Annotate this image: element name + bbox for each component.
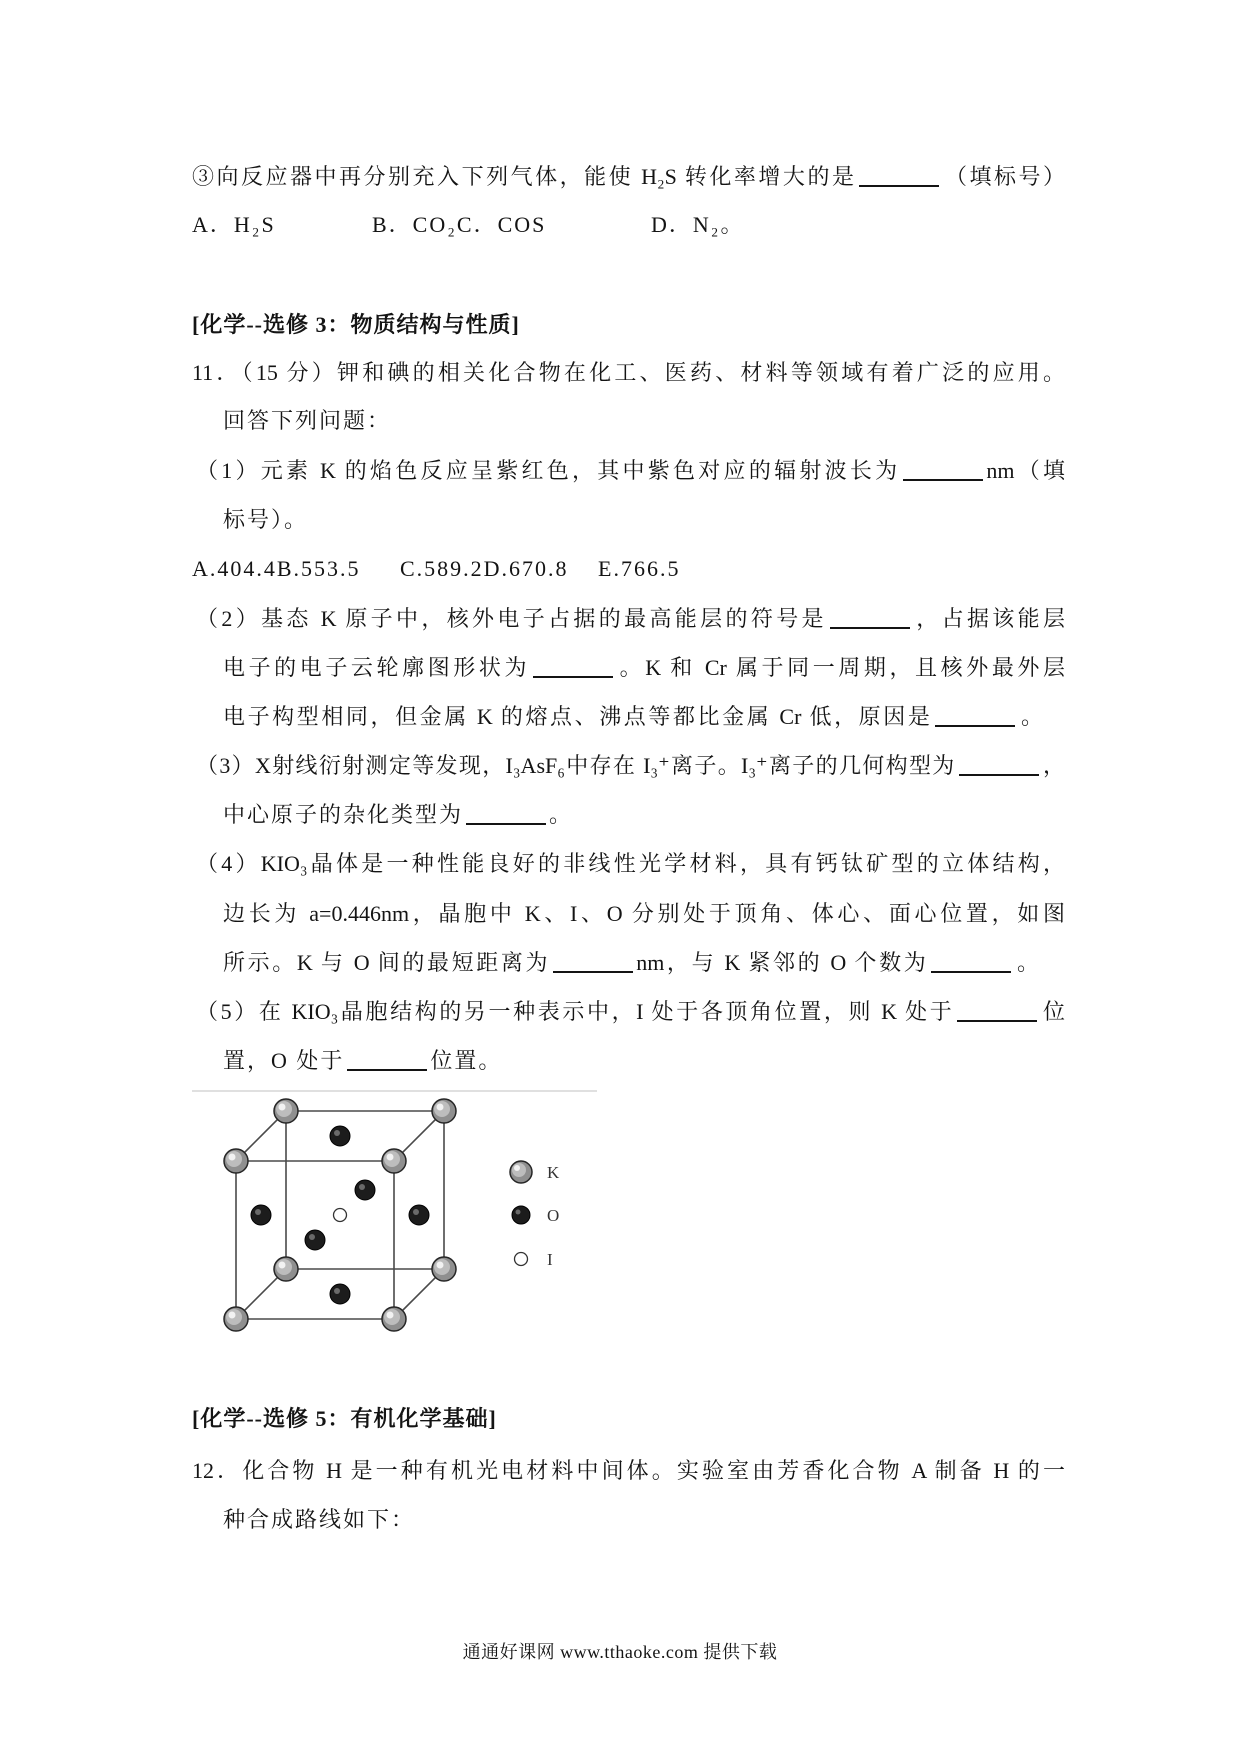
q11-part3-line: [196, 751, 1065, 781]
o-atom: [409, 1205, 429, 1225]
legend-i-sphere-icon: [515, 1253, 528, 1266]
q11-stem-continued: 回答下列问题：: [223, 408, 392, 433]
answer-blank: [959, 772, 1039, 776]
answer-blank: [533, 674, 613, 678]
question-text: nm，与 K 紧邻的 O 个数为: [636, 950, 929, 975]
page-footer: 通通好课网 www.tthaoke.com 提供下载: [462, 1642, 778, 1662]
answer-blank: [830, 625, 910, 629]
k-atom: [224, 1307, 248, 1331]
answer-blank: [931, 969, 1011, 973]
answer-blank: [903, 477, 983, 481]
k-atom: [274, 1099, 298, 1123]
answer-blank: [859, 183, 939, 187]
question-text: 。: [1014, 950, 1039, 975]
question-text: 。: [549, 802, 574, 827]
answer-blank: [553, 969, 633, 973]
k-atom: [432, 1257, 456, 1281]
question-text: （2）基态 K 原子中，核外电子占据的最高能层的符号是: [196, 606, 827, 631]
q11-part4-line: （4）KIO₃晶体是一种性能良好的非线性光学材料，具有钙钛矿型的立体结构，: [196, 851, 1065, 876]
question-text: （5）在 KIO₃晶胞结构的另一种表示中，I 处于各顶角位置，则 K 处于: [196, 999, 955, 1024]
k-atom: [274, 1257, 298, 1281]
option-e: E.766.5: [598, 556, 681, 581]
option-a-b: A.404.4B.553.5: [192, 556, 361, 581]
question-text: ③向反应器中再分别充入下列气体，能使 H₂S 转化率增大的是: [192, 164, 857, 189]
q11-stem: 11．（15 分）钾和碘的相关化合物在化工、医药、材料等领域有着广泛的应用。: [192, 360, 1065, 385]
option-b-c: B．CO₂C．COS: [372, 212, 547, 237]
q11-part4-line: [223, 948, 1039, 978]
q11-part2-line: [196, 604, 1065, 634]
question-text: ，: [1041, 753, 1065, 778]
o-atom: [330, 1126, 350, 1146]
q11-part5-line: [223, 1046, 502, 1076]
o-atom: [305, 1230, 325, 1250]
question-text: 所示。K 与 O 间的最短距离为: [223, 950, 551, 975]
section-5-heading: [化学--选修 5：有机化学基础]: [192, 1406, 497, 1431]
question-text: ，占据该能层: [912, 606, 1065, 631]
q11-part5-line: [196, 997, 1065, 1027]
answer-blank: [935, 723, 1015, 727]
k-atom: [382, 1307, 406, 1331]
legend-label-k: K: [547, 1163, 560, 1182]
question-text: nm（填: [986, 458, 1065, 483]
q10-part3-stem: [192, 162, 1065, 192]
q11-part4-line: 边长为 a=0.446nm，晶胞中 K、I、O 分别处于顶角、体心、面心位置，如图: [223, 901, 1065, 926]
q11-part1-line: 标号）。: [223, 507, 309, 532]
question-text: 位置。: [430, 1048, 503, 1073]
answer-blank: [957, 1018, 1037, 1022]
question-text: （3）X射线衍射测定等发现，I₃AsF₆中存在 I₃⁺离子。I₃⁺离子的几何构型为: [196, 753, 956, 778]
legend-label-i: I: [547, 1250, 553, 1269]
question-text: 置，O 处于: [223, 1048, 345, 1073]
k-atom: [432, 1099, 456, 1123]
k-atom: [224, 1149, 248, 1173]
q12-stem-continued: 种合成路线如下：: [223, 1507, 416, 1532]
kio3-unit-cell-figure: [190, 1085, 600, 1350]
question-text: （1）元素 K 的焰色反应呈紫红色，其中紫色对应的辐射波长为: [196, 458, 901, 483]
o-atom: [251, 1205, 271, 1225]
answer-blank: [466, 821, 546, 825]
q12-stem: 12．化合物 H 是一种有机光电材料中间体。实验室由芳香化合物 A 制备 H 的一: [192, 1458, 1065, 1483]
question-text: 。: [1018, 704, 1043, 729]
o-atom: [330, 1284, 350, 1304]
legend-k-sphere-icon: [510, 1161, 532, 1183]
q11-part2-line: [223, 653, 1065, 683]
option-c-d: C.589.2D.670.8: [400, 556, 569, 581]
question-text: （填标号）: [942, 164, 1065, 189]
question-text: 中心原子的杂化类型为: [223, 802, 464, 827]
question-text: 电子的电子云轮廓图形状为: [223, 655, 531, 680]
question-text: 电子构型相同，但金属 K 的熔点、沸点等都比金属 Cr 低，原因是: [223, 704, 933, 729]
q11-part3-line: [223, 800, 573, 830]
q11-part1-line: [196, 456, 1065, 486]
legend-o-sphere-icon: [512, 1206, 530, 1224]
question-text: 。K 和 Cr 属于同一周期，且核外最外层: [616, 655, 1065, 680]
answer-blank: [347, 1067, 427, 1071]
i-atom: [334, 1209, 347, 1222]
o-atom: [355, 1180, 375, 1200]
legend-label-o: O: [547, 1206, 560, 1225]
k-atom: [382, 1149, 406, 1173]
question-text: 位: [1040, 999, 1065, 1024]
q11-part2-line: [223, 702, 1043, 732]
section-3-heading: [化学--选修 3：物质结构与性质]: [192, 312, 520, 337]
option-a: A．H₂S: [192, 212, 276, 237]
option-d: D．N₂。: [651, 212, 745, 237]
figure-legend: [510, 1161, 560, 1269]
